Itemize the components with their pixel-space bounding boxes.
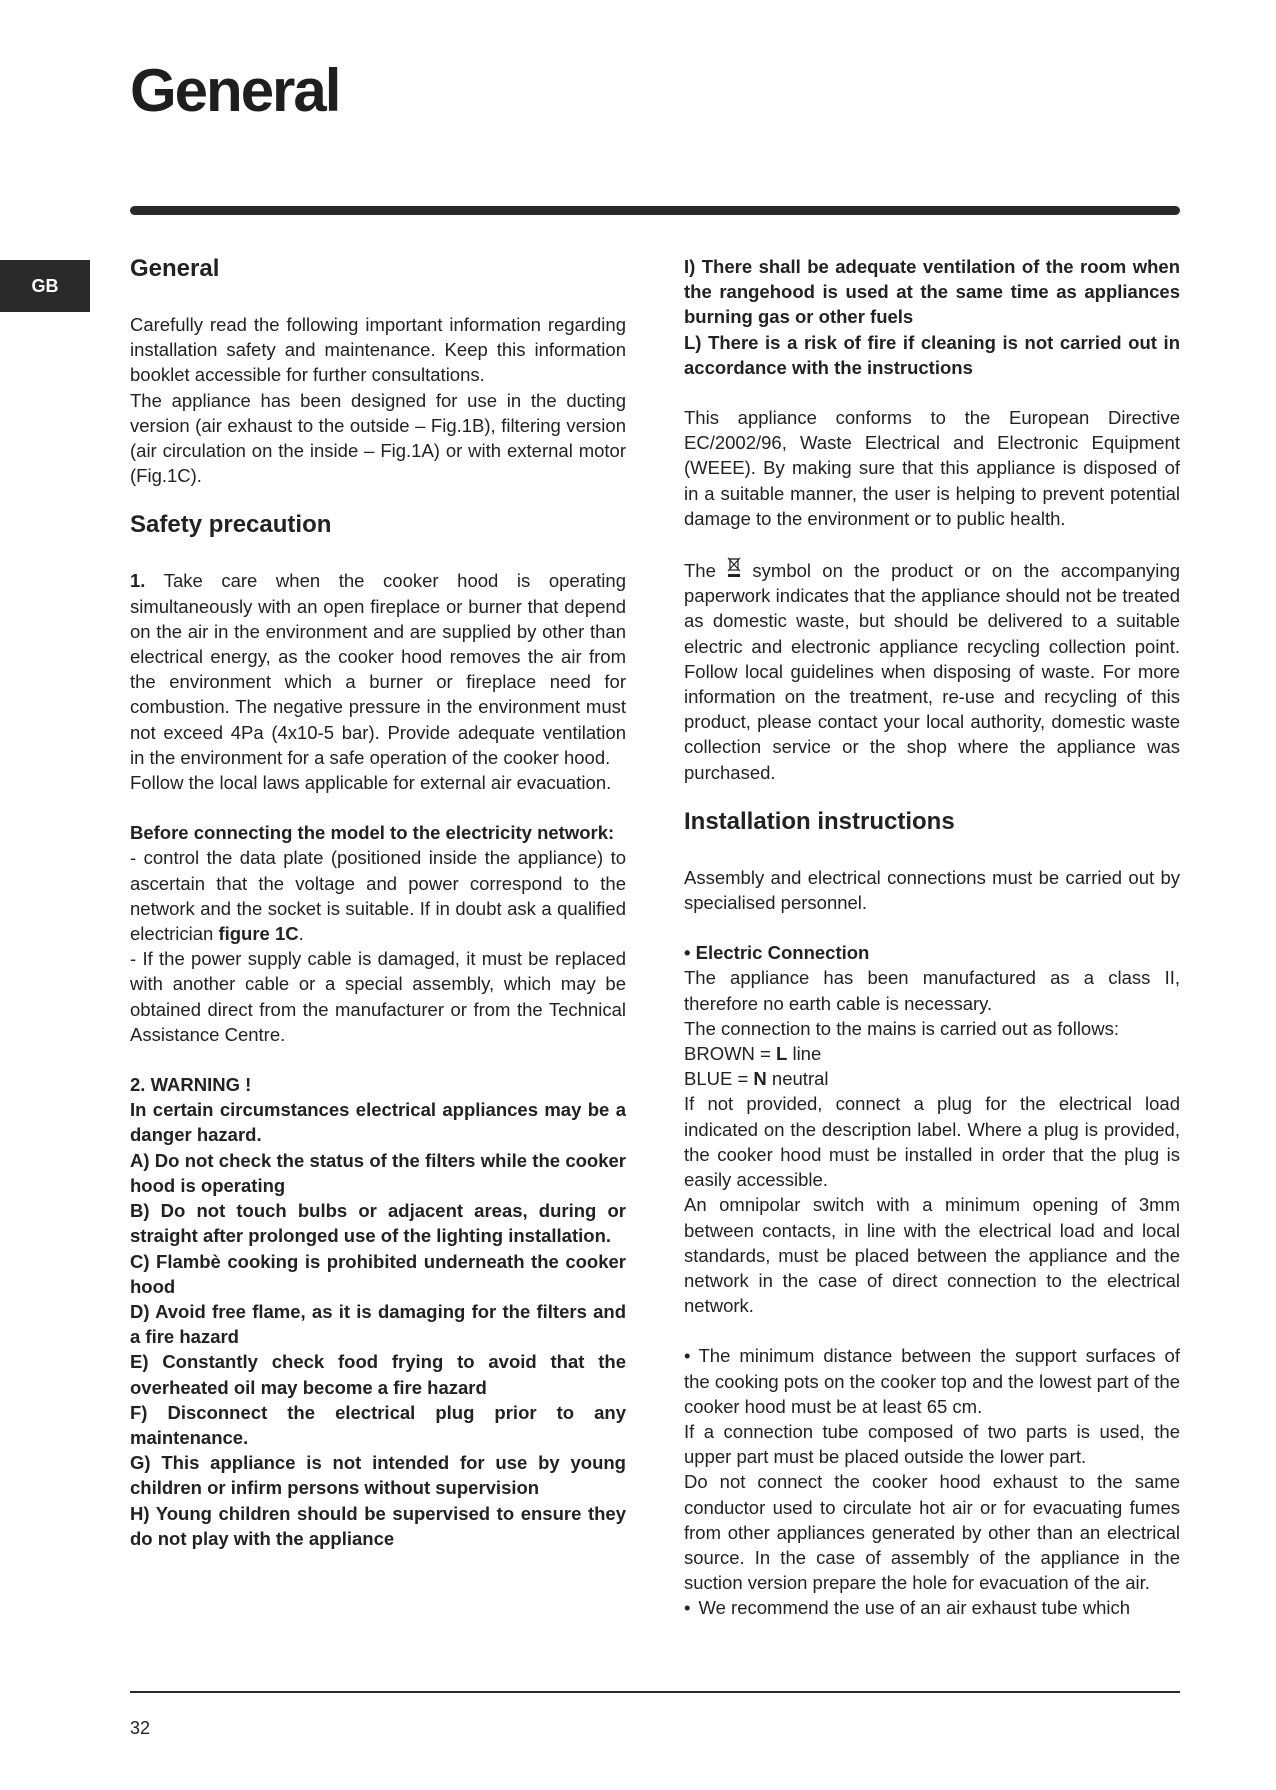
electric-paragraph: If not provided, connect a plug for the electrical load indicated on the description label. Where a plug is provided, the cooker hood must be installed in order that the plug is easily accessible. <box>684 1093 1180 1191</box>
installation-heading: Installation instructions <box>684 807 955 835</box>
electric-connection-heading: • Electric Connection <box>684 942 870 964</box>
electric-paragraph: The connection to the mains is carried out as follows: <box>684 1017 1119 1039</box>
recommend-text: We recommend the use of an air exhaust tube which <box>698 1597 1131 1619</box>
before-item <box>130 845 626 946</box>
bullet: • <box>684 1345 691 1367</box>
bottom-divider <box>130 1691 1180 1693</box>
safety-heading: Safety precaution <box>130 511 332 539</box>
distance-paragraph <box>684 1343 1180 1419</box>
warning-intro: In certain circumstances electrical appliances may be a danger hazard. <box>130 1099 626 1146</box>
crossed-bin-icon <box>727 556 741 580</box>
page-title: General <box>130 57 340 124</box>
safety-number: 1. <box>130 570 146 592</box>
warning-title: 2. WARNING ! <box>130 1074 252 1096</box>
safety-follow: Follow the local laws applicable for external air evacuation. <box>130 772 612 794</box>
electric-paragraph: The appliance has been manufactured as a class II, therefore no earth cable is necessary. <box>684 967 1180 1014</box>
warning-item: L) There is a risk of fire if cleaning is not carried out in accordance with the instructions <box>684 331 1180 378</box>
top-divider <box>130 206 1180 215</box>
distance-text: The minimum distance between the support surfaces of the cooking pots on the cooker top and the lowest part of the cooker hood must be at least 65 cm. <box>684 1345 1180 1417</box>
wire-label: BROWN = <box>684 1043 776 1065</box>
warning-item: C) Flambè cooking is prohibited underneath the cooker hood <box>130 1250 626 1297</box>
general-heading: General <box>130 255 220 282</box>
wire-code: N <box>753 1068 767 1090</box>
recommend-paragraph <box>684 1595 1180 1620</box>
warning-item: B) Do not touch bulbs or adjacent areas, during or straight after prolonged use of the lighting installation. <box>130 1200 626 1247</box>
warning-item: I) There shall be adequate ventilation of the room when the rangehood is used at the same time as appliances burning gas or other fuels <box>684 256 1180 328</box>
wire-label: BLUE = <box>684 1068 754 1090</box>
wire-desc: neutral <box>766 1068 829 1090</box>
safety-text: Take care when the cooker hood is operating simultaneously with an open fireplace or burner that depend on the air in the environment and are supplied by other than electrical energy, as the cooker hood removes the air from the environment which a burner or fireplace need for combustion. The negative pressure in the environment must not exceed 4Pa (4x10-5 bar). Provide adequate ventilation in the environment for a safe operation of the cooker hood. <box>130 570 626 768</box>
wire-code: L <box>776 1043 788 1065</box>
general-paragraph: Carefully read the following important information regarding installation safety and maintenance. Keep this information booklet accessible for further consultations. <box>130 314 626 386</box>
warning-item: D) Avoid free flame, as it is damaging for the filters and a fire hazard <box>130 1300 626 1348</box>
right-column <box>684 254 1180 1621</box>
general-paragraph: The appliance has been designed for use in the ducting version (air exhaust to the outside – Fig.1B), filtering version (air circulation on the inside – Fig.1A) or with external motor (Fig.1C). <box>130 389 626 487</box>
electric-paragraph: An omnipolar switch with a minimum opening of 3mm between contacts, in line with the electrical load and local standards, must be placed between the appliance and the network in the case of direct connection to the electrical network. <box>684 1194 1180 1317</box>
weee-text-start: The <box>684 560 728 582</box>
weee-symbol-paragraph <box>684 556 1180 785</box>
warning-item: E) Constantly check food frying to avoid that the overheated oil may become a fire hazard <box>130 1351 626 1398</box>
before-connecting-heading: Before connecting the model to the electricity network: <box>130 822 615 844</box>
exhaust-paragraph: Do not connect the cooker hood exhaust to the same conductor used to circulate hot air or for evacuating fumes from other appliances generated by other than an electrical source. In the case of assembly of the appliance in the suction version prepare the hole for evacuation of the air. <box>684 1471 1180 1594</box>
weee-text-rest: symbol on the product or on the accompanying paperwork indicates that the appliance should not be treated as domestic waste, but should be delivered to a suitable electric and electronic appliance recycling collection point. Follow local guidelines when disposing of waste. For more information on the treatment, re-use and recycling of this product, please contact your local authority, domestic waste collection service or the shop where the appliance was purchased. <box>684 560 1180 783</box>
tube-paragraph: If a connection tube composed of two parts is used, the upper part must be placed outside the lower part. <box>684 1420 1180 1468</box>
warning-item: H) Young children should be supervised to ensure they do not play with the appliance <box>130 1502 626 1549</box>
warning-item: G) This appliance is not intended for use by young children or infirm persons without supervision <box>130 1452 626 1499</box>
weee-paragraph: This appliance conforms to the European Directive EC/2002/96, Waste Electrical and Electronic Equipment (WEEE). By making sure that this appliance is disposed of in a suitable manner, the user is helping to prevent potential damage to the environment or to public health. <box>684 407 1180 529</box>
wire-desc: line <box>787 1043 822 1065</box>
installation-intro: Assembly and electrical connections must be carried out by specialised personnel. <box>684 866 1180 914</box>
page-number: 32 <box>130 1718 151 1738</box>
wire-blue <box>684 1066 1180 1091</box>
bullet: • <box>684 1597 691 1619</box>
before-item-end: . <box>298 923 304 945</box>
before-item: - If the power supply cable is damaged, it must be replaced with another cable or a special assembly, which may be obtained direct from the manufacturer or from the Technical Assistance Centre. <box>130 948 626 1045</box>
language-tab: GB <box>0 260 90 312</box>
warning-item: F) Disconnect the electrical plug prior to any maintenance. <box>130 1401 626 1448</box>
wire-brown <box>684 1041 1180 1066</box>
left-column <box>130 254 626 1551</box>
safety-paragraph <box>130 568 626 770</box>
warning-item: A) Do not check the status of the filters while the cooker hood is operating <box>130 1149 626 1196</box>
figure-reference: figure 1C <box>218 923 299 945</box>
before-item-text: - control the data plate (positioned inside the appliance) to ascertain that the voltage and power correspond to the network and the socket is suitable. If in doubt ask a qualified electrician <box>130 847 626 945</box>
